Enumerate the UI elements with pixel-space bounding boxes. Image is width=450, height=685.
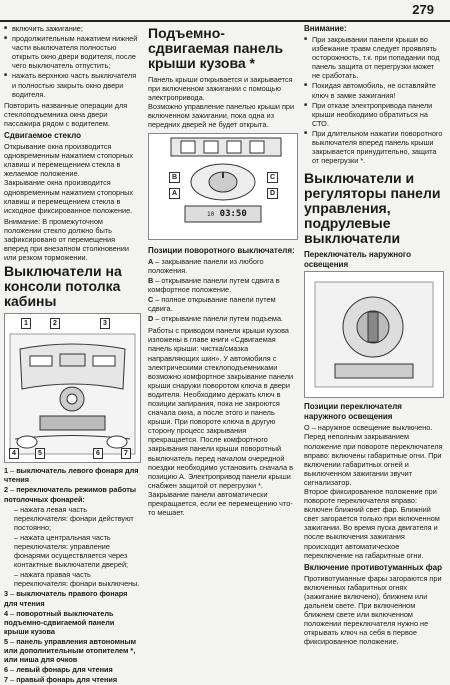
legend-text: выключатель левого фонаря для чтения <box>4 466 139 485</box>
legend-text: левый фонарь для чтения <box>16 665 113 675</box>
opening-text: Открывание окна производится одновременным нажатием стопорных клавиш и перемещением стекла в желаемое положение. <box>4 142 134 179</box>
roof-position-text: закрывание панели из любого положения. <box>148 256 264 275</box>
sliding-glass-heading: Сдвигаемое стекло <box>4 131 81 141</box>
legend-item: – нажата правая часть переключателя: фонари выключены. <box>14 570 140 589</box>
roof-label-d: D <box>267 188 278 199</box>
figure-callout: 6 <box>93 448 103 459</box>
legend-text: переключатель режимов работы потолочных фонарей: <box>4 485 137 504</box>
bullet-item: ■ нажать верхнюю часть выключателя и полностью закрыть окно двери водителя. <box>4 71 141 98</box>
figure-callout: 5 <box>35 448 45 459</box>
legend-text: нажата центральная часть переключателя: управление фонарями осуществляется через контактные выключатели дверей; <box>14 532 129 570</box>
column-2 <box>148 24 298 517</box>
legend-item: 4 – поворотный выключатель подъемно-сдвигаемой панели крыши кузова <box>4 608 115 636</box>
roof-position-text: открывание панели путем сдвига в комфортное положение. <box>148 275 280 294</box>
roof-positions-heading: Позиции поворотного выключателя: <box>148 245 295 255</box>
legend-item: 5 – панель управления автономным или дополнительным отопителем *, или ниша для очков <box>4 636 136 665</box>
legend-item: – нажата центральная часть переключателя: управление фонарями осуществляется через контактные выключатели дверей; <box>14 532 129 570</box>
legend-item: 1 – выключатель левого фонаря для чтения <box>4 466 139 485</box>
bullet-item: ■ продолжительным нажатием нижней части выключателя полностью открыть окно двери водителя, после чего выключатель отпустить; <box>4 34 141 70</box>
display-time: 03:50 <box>219 208 247 219</box>
legend-item: 3 – выключатель правого фонаря для чтения <box>4 589 128 608</box>
column-3 <box>304 24 444 646</box>
lights-paragraph-2: Второе фиксированное положение при повороте переключателя вправо: включен ближний свет фар. Ближний свет загорается только при включенном зажигании. Во время пуска двигателя и после выключения зажигания происходит автоматическое переключение на габаритные огни. <box>304 486 440 560</box>
legend-item: 6 – левый фонарь для чтения <box>4 665 113 675</box>
fog-heading: Включение противотуманных фар <box>304 562 442 572</box>
section-title: Выключатели на консоли потолка кабины <box>4 263 122 310</box>
page-number: 279 <box>412 2 434 17</box>
legend-number: 7 <box>4 675 9 685</box>
roof-label-c: C <box>267 172 278 183</box>
figure-legend <box>4 466 141 684</box>
ceiling-console-figure <box>4 313 141 463</box>
figure-callout: 4 <box>9 448 19 459</box>
attention-bullet: ■ Покидая автомобиль, не оставляйте ключ в замке зажигания! <box>304 81 444 99</box>
legend-item: – нажата левая часть переключателя: фонари действуют постоянно; <box>14 504 134 532</box>
roof-intro-1: Панель крыши открывается и закрывается при включенном зажигании с помощью электропривода. <box>148 75 293 103</box>
attention-bullets <box>304 35 444 165</box>
roof-position-item: C – полное открывание панели путем сдвига. <box>148 294 276 314</box>
legend-text: нажата левая часть переключателя: фонари действуют постоянно; <box>14 504 134 532</box>
roof-switch-figure <box>148 133 298 240</box>
lights-switch-illustration <box>305 272 443 397</box>
legend-text: панель управления автономным или дополнительным отопителем *, или ниша для очков <box>4 636 136 665</box>
figure-callout: 1 <box>21 318 31 329</box>
legend-number: 1 <box>4 466 9 476</box>
repeat-text: Повторить названные операции для стеклоподъемника окна двери пассажира рядом с водителем. <box>4 100 128 128</box>
lights-paragraph-1: О – наружное освещение выключено. Перед неполным закрыванием положение при повороте переключателя вправо: включены габаритные огни. При включении габаритных огней и выключенном зажигании звучит сигнализатор. <box>304 423 443 487</box>
panel-section-title: Выключатели и регуляторы панели управления, подрулевые выключатели <box>304 170 441 247</box>
roof-switch-illustration <box>149 134 297 239</box>
roof-position-item: D – открывание панели путем подъема. <box>148 314 284 324</box>
legend-text: нажата правая часть переключателя: фонари выключены. <box>14 570 140 589</box>
bullet-item: ■ включить зажигание; <box>4 24 141 33</box>
page-header <box>0 0 450 22</box>
column-1 <box>4 24 141 685</box>
roof-body: Работы с приводом панели крыши кузова изложены в главе книги «Сдвигаемая панель крыши: чистка/смазка направляющих шин». У автомобиля с электрическими стеклоподъемниками возможно комфортное закрывание панели крыши снаружи поворотом ключа в двери водителя. Необходимо держать ключ в позиции запирания, пока не закроются сначала окна, а после этого и панель крыши. При повороте ключа в другую сторону процесс закрывания прекращается. После комфортного закрывания панели крыши поворотный выключатель перед началом очередной поездки необходимо установить сначала в позицию А. Электропривод панели крыши снабжен защитой от перегрузки *. Закрывание панели автоматически прекращается, если ее перемещению что-то мешает. <box>148 326 294 518</box>
roof-positions-list <box>148 257 298 324</box>
roof-label-a: A <box>169 188 180 199</box>
roof-panel-title: Подъемно-сдвигаемая панель крыши кузова * <box>148 25 284 71</box>
roof-position-item: A – закрывание панели из любого положения. <box>148 256 264 275</box>
attention-bullet: ■ При отказе электропривода панели крыши необходимо обратиться на СТО. <box>304 101 444 128</box>
lights-switch-heading: Переключатель наружного освещения <box>304 250 412 270</box>
legend-number: 6 <box>4 665 9 675</box>
legend-text: поворотный выключатель подъемно-сдвигаемой панели крыши кузова <box>4 608 115 636</box>
attention-text: Внимание: В промежуточном положении стекло должно быть зафиксировано от перемещения вперед при внезапном столкновении или резком торможении. <box>4 216 129 263</box>
attention-heading: Внимание: <box>304 24 347 33</box>
bullet-list <box>4 24 141 99</box>
ceiling-console-illustration <box>5 314 140 462</box>
legend-number: 3 <box>4 589 9 599</box>
legend-number: 5 <box>4 636 9 646</box>
roof-label-b: B <box>169 172 180 183</box>
legend-text: выключатель правого фонаря для чтения <box>4 589 128 608</box>
roof-position-key: D <box>148 314 154 324</box>
legend-number: 4 <box>4 608 9 618</box>
lights-positions-heading: Позиции переключателя наружного освещения <box>304 402 402 422</box>
lights-switch-figure <box>304 271 444 398</box>
closing-text: Закрывание окна производится одновременным нажатием стопорных клавиш и перемещением стекла в исходное фиксированное положение. <box>4 178 134 215</box>
figure-callout: 3 <box>100 318 110 329</box>
roof-position-text: полное открывание панели путем сдвига. <box>148 294 276 314</box>
roof-position-key: C <box>148 294 154 304</box>
roof-position-key: B <box>148 275 154 285</box>
legend-item: 2 – переключатель режимов работы потолочных фонарей: <box>4 485 137 504</box>
roof-intro-2: Возможно управление панелью крыши при включенном зажигании, пока одна из передних дверей не будет открыта. <box>148 102 295 130</box>
attention-bullet: ■ При длительном нажатии поворотного выключателя вперед панель крыши закрывается принудительно, защита от перегрузки *. <box>304 129 444 165</box>
figure-callout: 2 <box>50 318 60 329</box>
roof-position-text: открывание панели путем подъема. <box>161 314 284 324</box>
roof-position-key: A <box>148 256 154 266</box>
legend-text: правый фонарь для чтения <box>16 675 118 685</box>
clock-display <box>207 209 247 219</box>
attention-bullet: ■ При закрывании панели крыши во избежание травм следует проявлять осторожность, т.к. при попадании под панель защита от перегрузки может не сработать. <box>304 35 444 80</box>
figure-callout: 7 <box>121 448 131 459</box>
legend-number: 2 <box>4 485 9 495</box>
fog-text: Противотуманные фары загораются при включенных габаритных огнях (зажигание включено), ближнем или дальнем свете. При включенном ближнем свете или включенном положении переключателя нужно не открывать ключ на себя в первое фиксированное положение. <box>304 573 442 647</box>
roof-position-item: B – открывание панели путем сдвига в комфортное положение. <box>148 275 280 294</box>
display-prefix: 10 <box>207 210 215 218</box>
legend-item: 7 – правый фонарь для чтения <box>4 675 118 685</box>
